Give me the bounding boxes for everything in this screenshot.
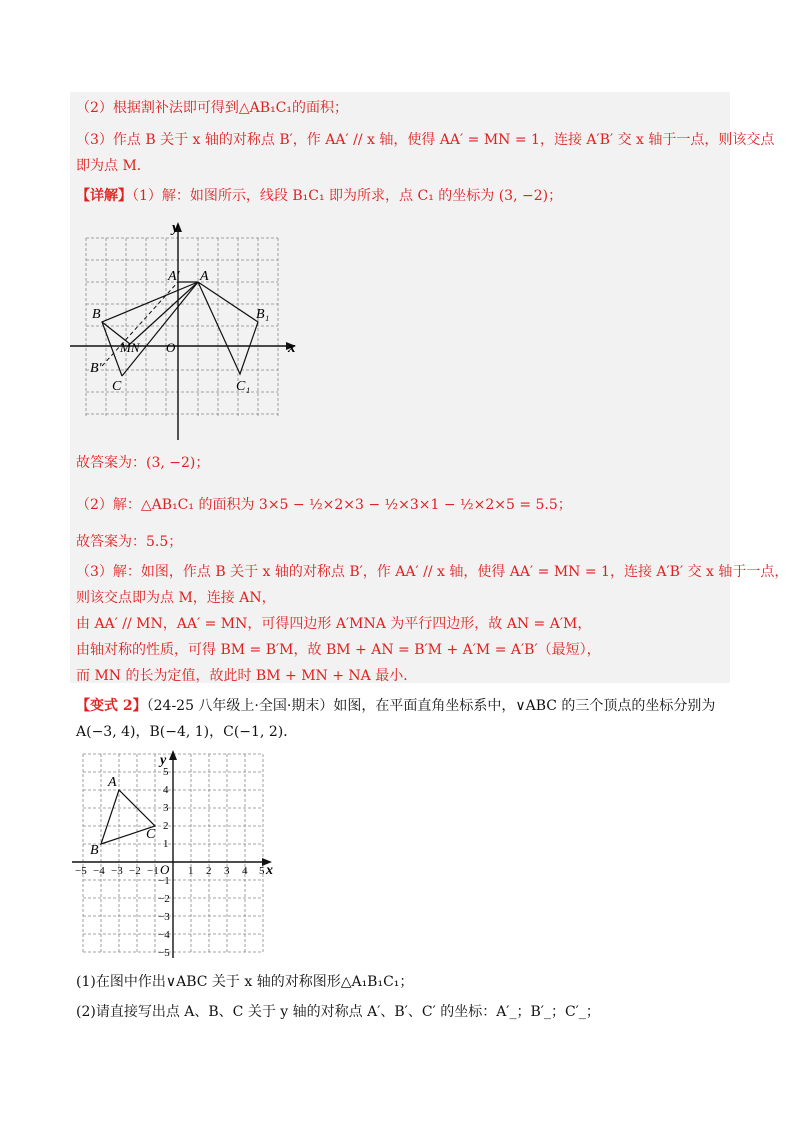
- y-tick: −4: [158, 929, 170, 941]
- x-tick: −2: [129, 865, 141, 877]
- fig2-origin: O: [160, 862, 170, 877]
- fig2-x-ticks: [75, 865, 265, 877]
- y-tick: −5: [158, 947, 170, 959]
- fig1-C: C: [112, 379, 122, 394]
- y-tick: 2: [163, 820, 169, 832]
- part3-line-d: 由轴对称的性质，可得 BM = B′M，故 BM + AN = B′M + A′M = A′B′（最短），: [76, 642, 601, 658]
- solution-line-2: （2）根据割补法即可得到△AB₁C₁的面积；: [76, 100, 349, 116]
- y-tick: −1: [158, 875, 170, 887]
- x-tick: 1: [188, 865, 194, 877]
- answer-2: 故答案为：5.5；: [76, 534, 183, 550]
- figure-2: [72, 748, 282, 960]
- detail-tag: 【详解】: [76, 188, 132, 204]
- part3-line-c: 由 AA′ // MN，AA′ = MN，可得四边形 A′MNA 为平行四边形，故 AN = A′M，: [76, 616, 592, 632]
- y-tick: −2: [158, 893, 170, 905]
- fig2-y-label: y: [160, 753, 167, 768]
- fig2-A: A: [108, 775, 117, 790]
- question-1: (1)在图中作出∨ABC 关于 x 轴的对称图形△A₁B₁C₁；: [76, 974, 414, 990]
- fig2-x-label: x: [266, 863, 273, 878]
- area-formula: （2）解：△AB₁C₁ 的面积为 3×5 − ½×2×3 − ½×3×1 − ½×2×5 = 5.5；: [76, 497, 572, 513]
- answer-1: 故答案为：(3, −2)；: [76, 455, 210, 471]
- x-tick: 3: [224, 865, 230, 877]
- figure-2-y-arrow: [169, 750, 177, 760]
- detail-text: （1）解：如图所示，线段 B₁C₁ 即为所求，点 C₁ 的坐标为 (3, −2)；: [132, 188, 563, 204]
- x-tick: −1: [147, 865, 159, 877]
- x-tick: −5: [75, 865, 87, 877]
- part3-line-a: （3）解：如图，作点 B 关于 x 轴的对称点 B′，作 AA′ // x 轴，使得 AA′ = MN = 1，连接 A′B′ 交 x 轴于一点，: [76, 564, 789, 580]
- figure-1: [70, 218, 310, 443]
- y-tick: 5: [163, 766, 169, 778]
- fig1-x-label: x: [288, 340, 296, 356]
- fig1-origin: O: [166, 340, 176, 355]
- fig2-C: C: [146, 827, 156, 842]
- y-tick: 3: [163, 802, 169, 814]
- x-tick: 5: [259, 865, 265, 877]
- x-tick: −3: [111, 865, 123, 877]
- variant-2-coordinates: A(−3, 4)，B(−4, 1)，C(−1, 2)．: [76, 724, 298, 740]
- y-tick: −3: [158, 911, 170, 923]
- fig1-B-prime: B′: [90, 361, 102, 376]
- variant-2-tag: 【变式 2】: [76, 698, 147, 714]
- variant-2-text: （24-25 八年级上·全国·期末）如图，在平面直角坐标系中，∨ABC 的三个顶点的坐标分别为: [146, 698, 716, 714]
- fig1-A: A: [200, 269, 209, 284]
- fig1-B: B: [92, 307, 101, 322]
- fig1-A-prime: A′: [168, 269, 180, 284]
- x-tick: −4: [93, 865, 105, 877]
- part3-line-b: 则该交点即为点 M，连接 AN，: [76, 590, 276, 606]
- part3-line-e: 而 MN 的长为定值，故此时 BM + MN + NA 最小．: [76, 668, 418, 684]
- y-tick: 4: [163, 784, 169, 796]
- figure-1-shapes: [102, 282, 258, 376]
- fig1-C1: C₁: [236, 379, 251, 394]
- x-tick: 2: [206, 865, 212, 877]
- question-2: (2)请直接写出点 A、B、C 关于 y 轴的对称点 A′、B′、C′ 的坐标：A′_；B′_；C′_；: [76, 1004, 600, 1020]
- solution-line-3b: 即为点 M．: [76, 158, 151, 174]
- y-tick: 1: [163, 838, 169, 850]
- fig1-MN: MN: [120, 340, 140, 355]
- fig1-B1: B₁: [256, 307, 270, 322]
- detail-line: [76, 186, 562, 206]
- fig2-B: B: [90, 843, 99, 858]
- solution-line-3a: （3）作点 B 关于 x 轴的对称点 B′，作 AA′ // x 轴，使得 AA′ = MN = 1，连接 A′B′ 交 x 轴于一点，则该交点: [76, 132, 775, 148]
- variant-2-intro: [76, 696, 715, 716]
- x-tick: 4: [242, 865, 248, 877]
- fig1-y-label: y: [172, 220, 179, 236]
